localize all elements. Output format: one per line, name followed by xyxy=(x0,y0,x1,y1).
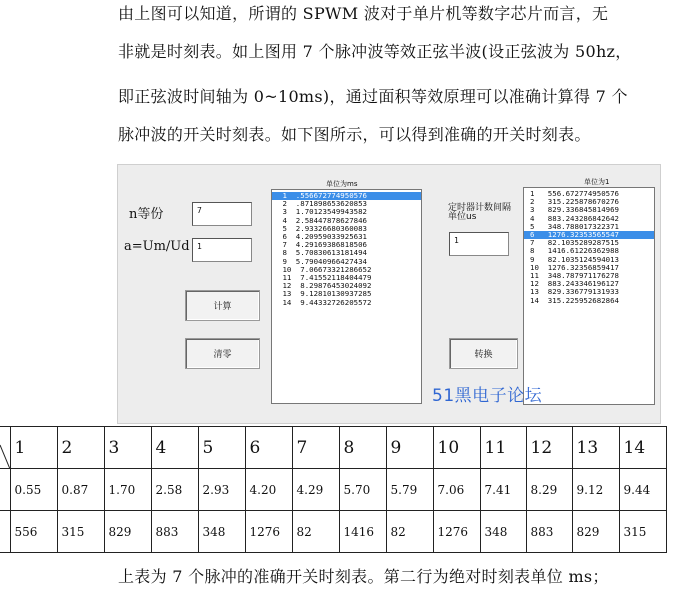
list-item[interactable]: 4 883.243286842642 xyxy=(530,213,619,223)
a-input[interactable]: 1 xyxy=(192,238,252,262)
list-item[interactable]: 1 .556672774950576 xyxy=(272,192,421,200)
clear-button[interactable]: 清零 xyxy=(185,338,260,369)
table-cell: 4.20 xyxy=(245,469,292,511)
list-item[interactable]: 1 556.672774950576 xyxy=(530,189,619,198)
list-item[interactable]: 7 82.1035289287515 xyxy=(530,238,619,248)
table-cell: 8 xyxy=(339,427,386,469)
list-item[interactable]: 9 82.1035124594013 xyxy=(530,254,619,264)
table-cell: 82 xyxy=(292,511,339,553)
table-cell: 12 xyxy=(526,427,572,469)
table-cell: 315 xyxy=(57,511,104,553)
table-corner xyxy=(0,427,10,469)
list1-caption: 单位为ms xyxy=(326,180,358,188)
list-item[interactable]: 12 883.243346196127 xyxy=(530,279,619,289)
n-input[interactable]: 7 xyxy=(192,202,252,226)
table-cell: 4 xyxy=(151,427,198,469)
table-cell: 1416 xyxy=(339,511,386,553)
ms-list[interactable] xyxy=(271,189,422,404)
table-cell: 7.06 xyxy=(433,469,480,511)
paragraph-3: 即正弦波时间轴为 0~10ms)，通过面积等效原理可以准确计算得 7 个 xyxy=(118,87,628,106)
table-cell: 9.44 xyxy=(619,469,666,511)
table-cell: 1.70 xyxy=(104,469,151,511)
table-cell: 2.58 xyxy=(151,469,198,511)
list-item[interactable]: 3 829.336845814969 xyxy=(530,205,619,215)
paragraph-5: 上表为 7 个脉冲的准确开关时刻表。第二行为绝对时刻表单位 ms； xyxy=(118,567,609,586)
table-cell: 10 xyxy=(433,427,480,469)
table-cell: 1 xyxy=(10,427,57,469)
list-item[interactable]: 13 829.336779131933 xyxy=(530,287,619,297)
timer-interval-label: 定时器计数间隔 xyxy=(448,203,512,213)
table-cell: 556 xyxy=(10,511,57,553)
list-item[interactable]: 12 8.29876453024092 xyxy=(278,281,372,291)
list-item[interactable]: 11 7.41552118404479 xyxy=(278,273,372,283)
table-cell: 315 xyxy=(619,511,666,553)
table-cell: 348 xyxy=(198,511,245,553)
table-cell: 0.55 xyxy=(10,469,57,511)
a-label: a=Um/Ud xyxy=(124,239,190,254)
list-item[interactable]: 5 348.788017322371 xyxy=(530,221,619,231)
table-cell: 2 xyxy=(57,427,104,469)
list-item[interactable]: 11 348.787971176278 xyxy=(530,271,619,281)
list-item[interactable]: 13 9.12810130937285 xyxy=(278,289,372,299)
switch-time-table xyxy=(0,426,667,553)
row-stub xyxy=(0,469,10,511)
list-item[interactable]: 6 4.20959033925631 xyxy=(278,232,367,242)
table-cell: 1276 xyxy=(433,511,480,553)
list-item[interactable]: 6 1276.32353565547 xyxy=(524,231,654,239)
table-cell: 6 xyxy=(245,427,292,469)
list-item[interactable]: 3 1.70123549943582 xyxy=(278,207,367,217)
table-cell: 14 xyxy=(619,427,666,469)
table-cell: 829 xyxy=(104,511,151,553)
list-item[interactable]: 2 .871898653620853 xyxy=(278,199,367,209)
list-item[interactable]: 5 2.93326680360083 xyxy=(278,223,367,233)
table-cell: 82 xyxy=(386,511,433,553)
table-cell: 5.70 xyxy=(339,469,386,511)
table-cell: 5.79 xyxy=(386,469,433,511)
table-cell: 883 xyxy=(526,511,572,553)
list-item[interactable]: 14 315.225952682864 xyxy=(530,295,619,305)
watermark: 51黑电子论坛 xyxy=(432,386,543,406)
unit-label: 单位us xyxy=(448,212,477,222)
table-cell: 8.29 xyxy=(526,469,572,511)
table-cell: 7 xyxy=(292,427,339,469)
paragraph-4: 脉冲波的开关时刻表。如下图所示，可以得到准确的开关时刻表。 xyxy=(118,125,591,144)
table-cell: 13 xyxy=(572,427,619,469)
table-cell: 2.93 xyxy=(198,469,245,511)
table-cell: 0.87 xyxy=(57,469,104,511)
spwm-calculator-screenshot xyxy=(117,164,661,424)
list-item[interactable]: 10 7.06673321286652 xyxy=(278,264,372,274)
list-item[interactable]: 10 1276.32356859417 xyxy=(530,262,619,272)
table-cell: 829 xyxy=(572,511,619,553)
list-item[interactable]: 14 9.44332726205572 xyxy=(278,297,372,307)
paragraph-1: 由上图可以知道，所谓的 SPWM 波对于单片机等数字芯片而言，无 xyxy=(118,4,609,23)
list-item[interactable]: 2 315.225878670276 xyxy=(530,197,619,207)
ticks-list[interactable] xyxy=(523,187,655,405)
calculate-button[interactable]: 计算 xyxy=(185,290,260,321)
table-cell: 11 xyxy=(480,427,526,469)
list2-caption: 单位为1 xyxy=(584,178,610,186)
table-cell: 5 xyxy=(198,427,245,469)
n-label: n等份 xyxy=(129,207,164,222)
row-stub xyxy=(0,511,10,553)
list-item[interactable]: 8 1416.61226362988 xyxy=(530,246,619,256)
table-cell: 1276 xyxy=(245,511,292,553)
table-cell: 4.29 xyxy=(292,469,339,511)
table-cell: 7.41 xyxy=(480,469,526,511)
convert-button[interactable]: 转换 xyxy=(449,338,518,369)
list-item[interactable]: 9 5.79040966427434 xyxy=(278,256,367,266)
list-item[interactable]: 4 2.58447878627846 xyxy=(278,215,367,225)
table-cell: 883 xyxy=(151,511,198,553)
table-cell: 348 xyxy=(480,511,526,553)
table-cell: 9 xyxy=(386,427,433,469)
paragraph-2: 非就是时刻表。如上图用 7 个脉冲波等效正弦半波(设正弦波为 50hz， xyxy=(118,42,632,61)
diagonal-line-icon xyxy=(0,427,10,469)
timer-input[interactable]: 1 xyxy=(449,232,509,256)
table-cell: 9.12 xyxy=(572,469,619,511)
table-cell: 3 xyxy=(104,427,151,469)
list-item[interactable]: 7 4.29169386818506 xyxy=(278,240,367,250)
list-item[interactable]: 8 5.70830613181494 xyxy=(278,248,367,258)
